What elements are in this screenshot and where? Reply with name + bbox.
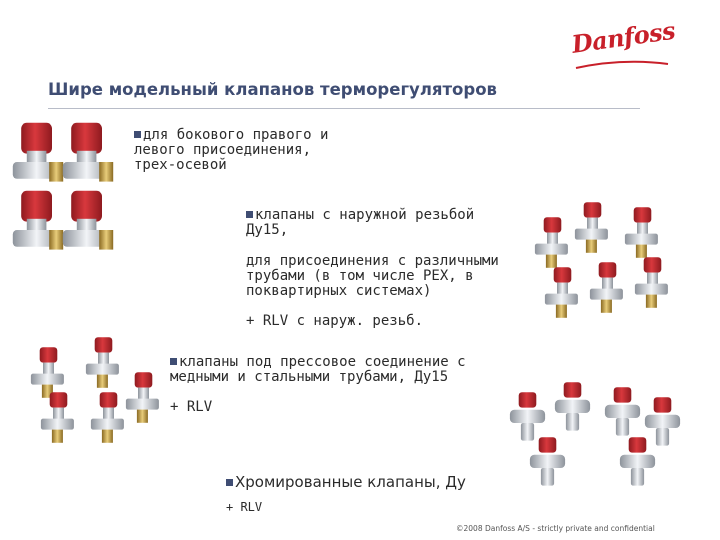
text-block-2-extra <box>246 254 499 299</box>
title-divider <box>48 108 640 109</box>
block1-line1: для бокового правого и <box>143 127 329 143</box>
block3-plus: + RLV <box>170 399 213 415</box>
bullet-icon <box>226 479 233 486</box>
block4-plus: + RLV <box>226 500 263 514</box>
page-title: Шире модельный клапанов терморегуляторов <box>48 80 497 99</box>
valve-icon <box>505 380 685 490</box>
block2-plus: + RLV с наруж. резьб. <box>246 313 424 329</box>
text-block-3 <box>170 355 466 385</box>
bullet-icon <box>246 211 253 218</box>
valve-icon <box>26 335 166 445</box>
block1-line2: левого присоединения, <box>134 142 312 158</box>
text-block-1 <box>134 128 328 173</box>
bullet-icon <box>170 358 177 365</box>
text-block-2 <box>246 208 474 238</box>
block4-line1: Хромированные клапаны, Ду <box>235 473 466 491</box>
block1-line3: трех-осевой <box>134 157 227 173</box>
block2-extra-line3: поквартирных системах) <box>246 283 432 299</box>
danfoss-logo: Danfoss <box>569 15 677 59</box>
bullet-icon <box>134 131 141 138</box>
block3-line1: клапаны под прессовое соединение с <box>179 354 466 370</box>
valve-icon <box>530 200 680 330</box>
valve-icon <box>8 188 128 258</box>
footer-copyright: ©2008 Danfoss A/S - strictly private and confidential <box>456 524 655 533</box>
block2-extra-line2: трубами (в том числе PEX, в <box>246 268 474 284</box>
valve-icon <box>8 120 128 190</box>
block2-line1: клапаны с наружной резьбой <box>255 207 475 223</box>
block3-line2: медными и стальными трубами, Ду15 <box>170 369 449 385</box>
text-block-4 <box>226 473 466 491</box>
logo-swoosh-icon <box>574 60 670 70</box>
block2-extra-line1: для присоединения с различными <box>246 253 499 269</box>
block2-line2: Ду15, <box>246 222 289 238</box>
